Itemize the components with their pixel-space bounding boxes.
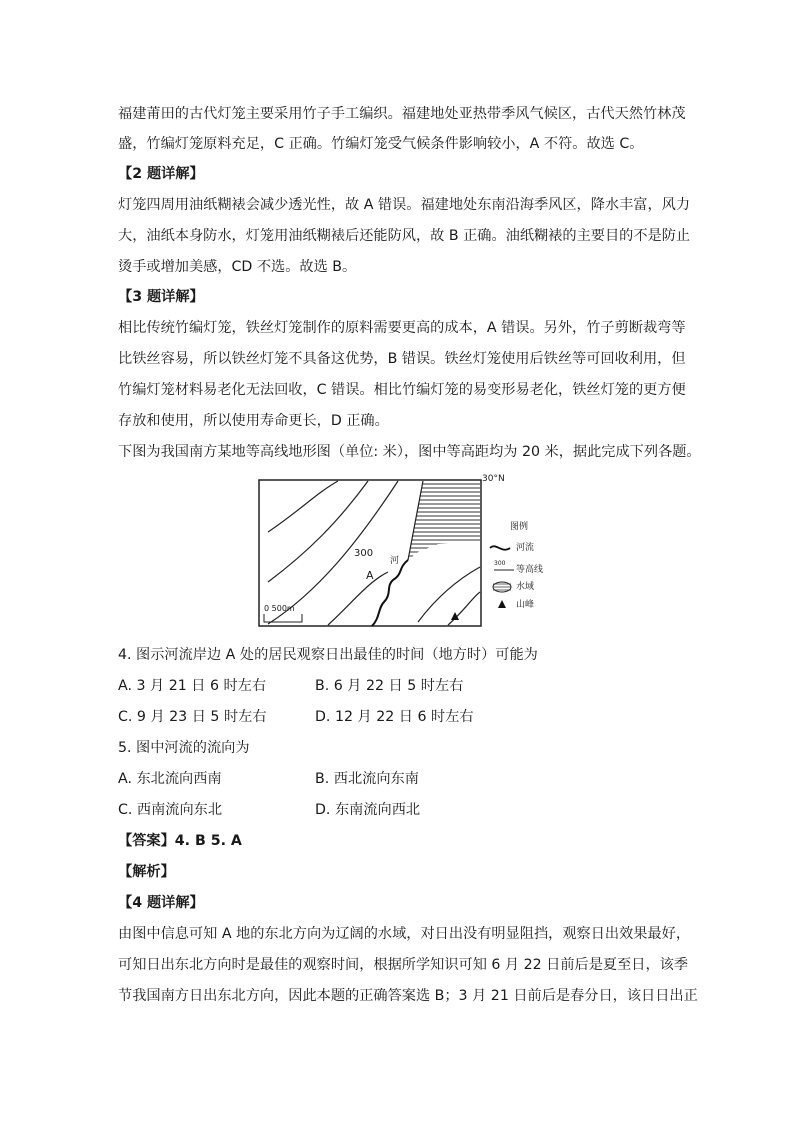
legend-peak-icon (498, 600, 506, 608)
river-label: 河 (390, 556, 400, 566)
contour-value-label: 300 (354, 548, 374, 559)
legend-contour-label: 等高线 (516, 565, 544, 575)
question-4: 4. 图示河流岸边 A 处的居民观察日出最佳的时间（地方时）可能为 (118, 647, 538, 663)
legend-river-sample (490, 546, 510, 549)
q4-option-b: B. 6 月 22 日 5 时左右 (315, 678, 464, 694)
question-5: 5. 图中河流的流向为 (118, 740, 250, 756)
text-line: 可知日出东北方向时是最佳的观察时间，根据所学知识可知 6 月 22 日前后是夏至日，该季 (118, 957, 689, 973)
section-heading: 【4 题详解】 (118, 895, 204, 911)
section-heading: 【2 题详解】 (118, 166, 204, 182)
contour-map-graphic (258, 472, 658, 632)
text-line: 由图中信息可知 A 地的东北方向为辽阔的水域，对日出没有明显阻挡，观察日出效果最好， (118, 926, 691, 942)
q4-option-c: C. 9 月 23 日 5 时左右 (118, 709, 267, 725)
text-line: 存放和使用，所以使用寿命更长，D 正确。 (118, 413, 389, 429)
text-line: 竹编灯笼材料易老化无法回收，C 错误。相比竹编灯笼的易变形易老化，铁丝灯笼的更方便 (118, 382, 686, 398)
q5-option-b: B. 西北流向东南 (315, 771, 419, 787)
legend-title: 图例 (510, 522, 529, 532)
contour-map (258, 472, 658, 632)
section-heading: 【3 题详解】 (118, 289, 204, 305)
text-line: 相比传统竹编灯笼，铁丝灯笼制作的原料需要更高的成本，A 错误。另外，竹子剪断裁弯等 (118, 320, 686, 336)
text-line: 节我国南方日出东北方向，因此本题的正确答案选 B；3 月 21 日前后是春分日，该日日出正 (118, 988, 698, 1004)
q4-option-a: A. 3 月 21 日 6 时左右 (118, 678, 267, 694)
text-line: 比铁丝容易，所以铁丝灯笼不具备这优势，B 错误。铁丝灯笼使用后铁丝等可回收利用，但 (118, 351, 686, 367)
q4-option-d: D. 12 月 22 日 6 时左右 (315, 709, 474, 725)
analysis-heading: 【解析】 (118, 864, 175, 880)
scale-label: 0 500m (264, 604, 295, 613)
text-line: 烫手或增加美感，CD 不选。故选 B。 (118, 259, 357, 275)
latitude-label: 30°N (482, 474, 505, 484)
text-line: 大，油纸本身防水，灯笼用油纸糊裱后还能防风，故 B 正确。油纸糊裱的主要目的不是防止 (118, 228, 691, 244)
q5-option-c: C. 西南流向东北 (118, 802, 223, 818)
q5-option-d: D. 东南流向西北 (315, 802, 421, 818)
q5-option-a: A. 东北流向西南 (118, 771, 222, 787)
legend-water-label: 水域 (516, 582, 535, 592)
legend-contour-value: 300 (494, 560, 506, 567)
text-line: 灯笼四周用油纸糊裱会减少透光性，故 A 错误。福建地处东南沿海季风区，降水丰富，风力 (118, 197, 691, 213)
point-a-label: A (366, 569, 374, 582)
text-line: 盛，竹编灯笼原料充足，C 正确。竹编灯笼受气候条件影响较小，A 不符。故选 C。 (118, 136, 644, 152)
legend-peak-label: 山峰 (516, 600, 535, 610)
legend-river-label: 河流 (516, 543, 535, 553)
text-line: 福建莆田的古代灯笼主要采用竹子手工编织。福建地处亚热带季风气候区，古代天然竹林茂 (118, 106, 686, 122)
question-intro: 下图为我国南方某地等高线地形图（单位: 米），图中等高距均为 20 米，据此完成下列各题。 (118, 444, 701, 460)
answer-line: 【答案】4. B 5. A (118, 833, 242, 849)
